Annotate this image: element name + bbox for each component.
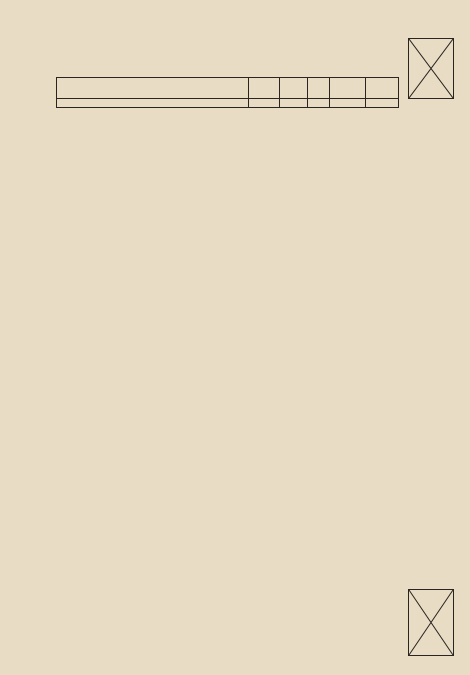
side-column-crossed-bottom — [408, 589, 454, 656]
column-header — [308, 78, 330, 99]
statements-label — [57, 78, 249, 99]
column-header — [249, 78, 280, 99]
column-header — [330, 78, 366, 99]
cross-mark-icon — [409, 39, 453, 98]
column-header — [366, 78, 399, 99]
column-header — [280, 78, 308, 99]
table-header-row — [57, 78, 399, 99]
table-spacer-row — [57, 99, 399, 108]
cross-mark-icon — [409, 590, 453, 655]
statements-table — [56, 77, 399, 108]
side-column-crossed-top — [408, 38, 454, 99]
